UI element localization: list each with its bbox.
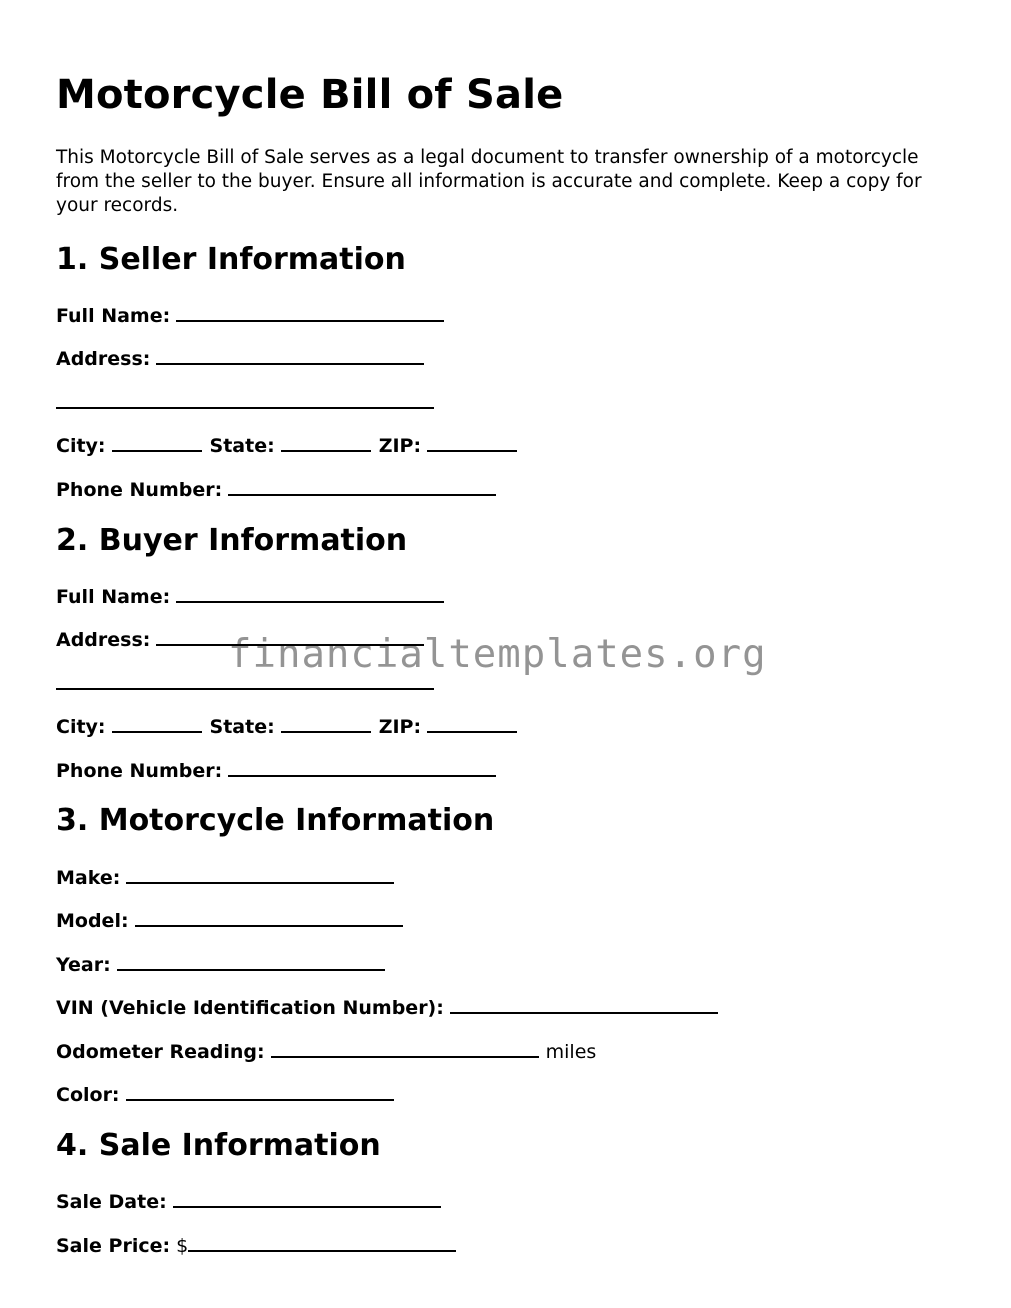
model-label: Model: <box>56 910 129 932</box>
buyer-full-name-row <box>56 583 444 608</box>
sale-date-row <box>56 1188 441 1213</box>
buyer-city-field[interactable] <box>112 713 202 733</box>
color-field[interactable] <box>126 1081 394 1101</box>
year-label: Year: <box>56 954 111 976</box>
seller-phone-row <box>56 476 496 501</box>
buyer-full-name-field[interactable] <box>176 583 444 603</box>
odometer-field[interactable] <box>271 1038 539 1058</box>
watermark: financialtemplates.org <box>228 632 767 677</box>
buyer-state-field[interactable] <box>281 713 371 733</box>
year-row <box>56 951 385 976</box>
year-field[interactable] <box>117 951 385 971</box>
buyer-address-label: Address: <box>56 629 151 651</box>
make-field[interactable] <box>126 864 394 884</box>
vin-row <box>56 994 718 1019</box>
seller-city-state-zip-row <box>56 432 517 457</box>
buyer-section-heading: 2. Buyer Information <box>56 523 408 558</box>
seller-state-field[interactable] <box>281 432 371 452</box>
seller-state-label: State: <box>209 435 275 457</box>
sale-section-heading: 4. Sale Information <box>56 1128 381 1163</box>
vin-label: VIN (Vehicle Identification Number): <box>56 997 444 1019</box>
sale-price-row <box>56 1232 456 1257</box>
seller-full-name-row <box>56 302 444 327</box>
buyer-phone-row <box>56 757 496 782</box>
buyer-state-label: State: <box>209 716 275 738</box>
seller-full-name-field[interactable] <box>176 302 444 322</box>
odometer-row <box>56 1038 596 1063</box>
color-label: Color: <box>56 1084 120 1106</box>
seller-address-line2-row <box>56 389 434 409</box>
intro-paragraph: This Motorcycle Bill of Sale serves as a legal document to transfer ownership of a motorcycle from the seller to the buyer. Ensure all information is accurate and complete. Keep a copy for your records. <box>56 147 922 216</box>
seller-zip-field[interactable] <box>427 432 517 452</box>
seller-phone-label: Phone Number: <box>56 479 223 501</box>
seller-city-label: City: <box>56 435 106 457</box>
seller-address-field[interactable] <box>156 345 424 365</box>
buyer-phone-label: Phone Number: <box>56 760 223 782</box>
make-row <box>56 864 394 889</box>
buyer-zip-label: ZIP: <box>378 716 422 738</box>
color-row <box>56 1081 394 1106</box>
sale-date-field[interactable] <box>173 1188 441 1208</box>
sale-date-label: Sale Date: <box>56 1191 167 1213</box>
sale-price-label: Sale Price: <box>56 1235 171 1257</box>
odometer-unit: miles <box>545 1041 597 1063</box>
buyer-full-name-label: Full Name: <box>56 586 171 608</box>
seller-city-field[interactable] <box>112 432 202 452</box>
vin-field[interactable] <box>450 994 718 1014</box>
buyer-city-state-zip-row <box>56 713 517 738</box>
seller-full-name-label: Full Name: <box>56 305 171 327</box>
document-title: Motorcycle Bill of Sale <box>56 72 564 118</box>
seller-address-line2-field[interactable] <box>56 389 434 409</box>
seller-address-label: Address: <box>56 348 151 370</box>
seller-zip-label: ZIP: <box>378 435 422 457</box>
model-field[interactable] <box>135 907 403 927</box>
sale-price-field[interactable] <box>188 1232 456 1252</box>
buyer-phone-field[interactable] <box>228 757 496 777</box>
motorcycle-section-heading: 3. Motorcycle Information <box>56 803 495 838</box>
odometer-label: Odometer Reading: <box>56 1041 265 1063</box>
currency-symbol: $ <box>176 1235 189 1257</box>
seller-section-heading: 1. Seller Information <box>56 242 406 277</box>
seller-phone-field[interactable] <box>228 476 496 496</box>
make-label: Make: <box>56 867 121 889</box>
buyer-city-label: City: <box>56 716 106 738</box>
buyer-zip-field[interactable] <box>427 713 517 733</box>
seller-address-row <box>56 345 424 370</box>
model-row <box>56 907 403 932</box>
